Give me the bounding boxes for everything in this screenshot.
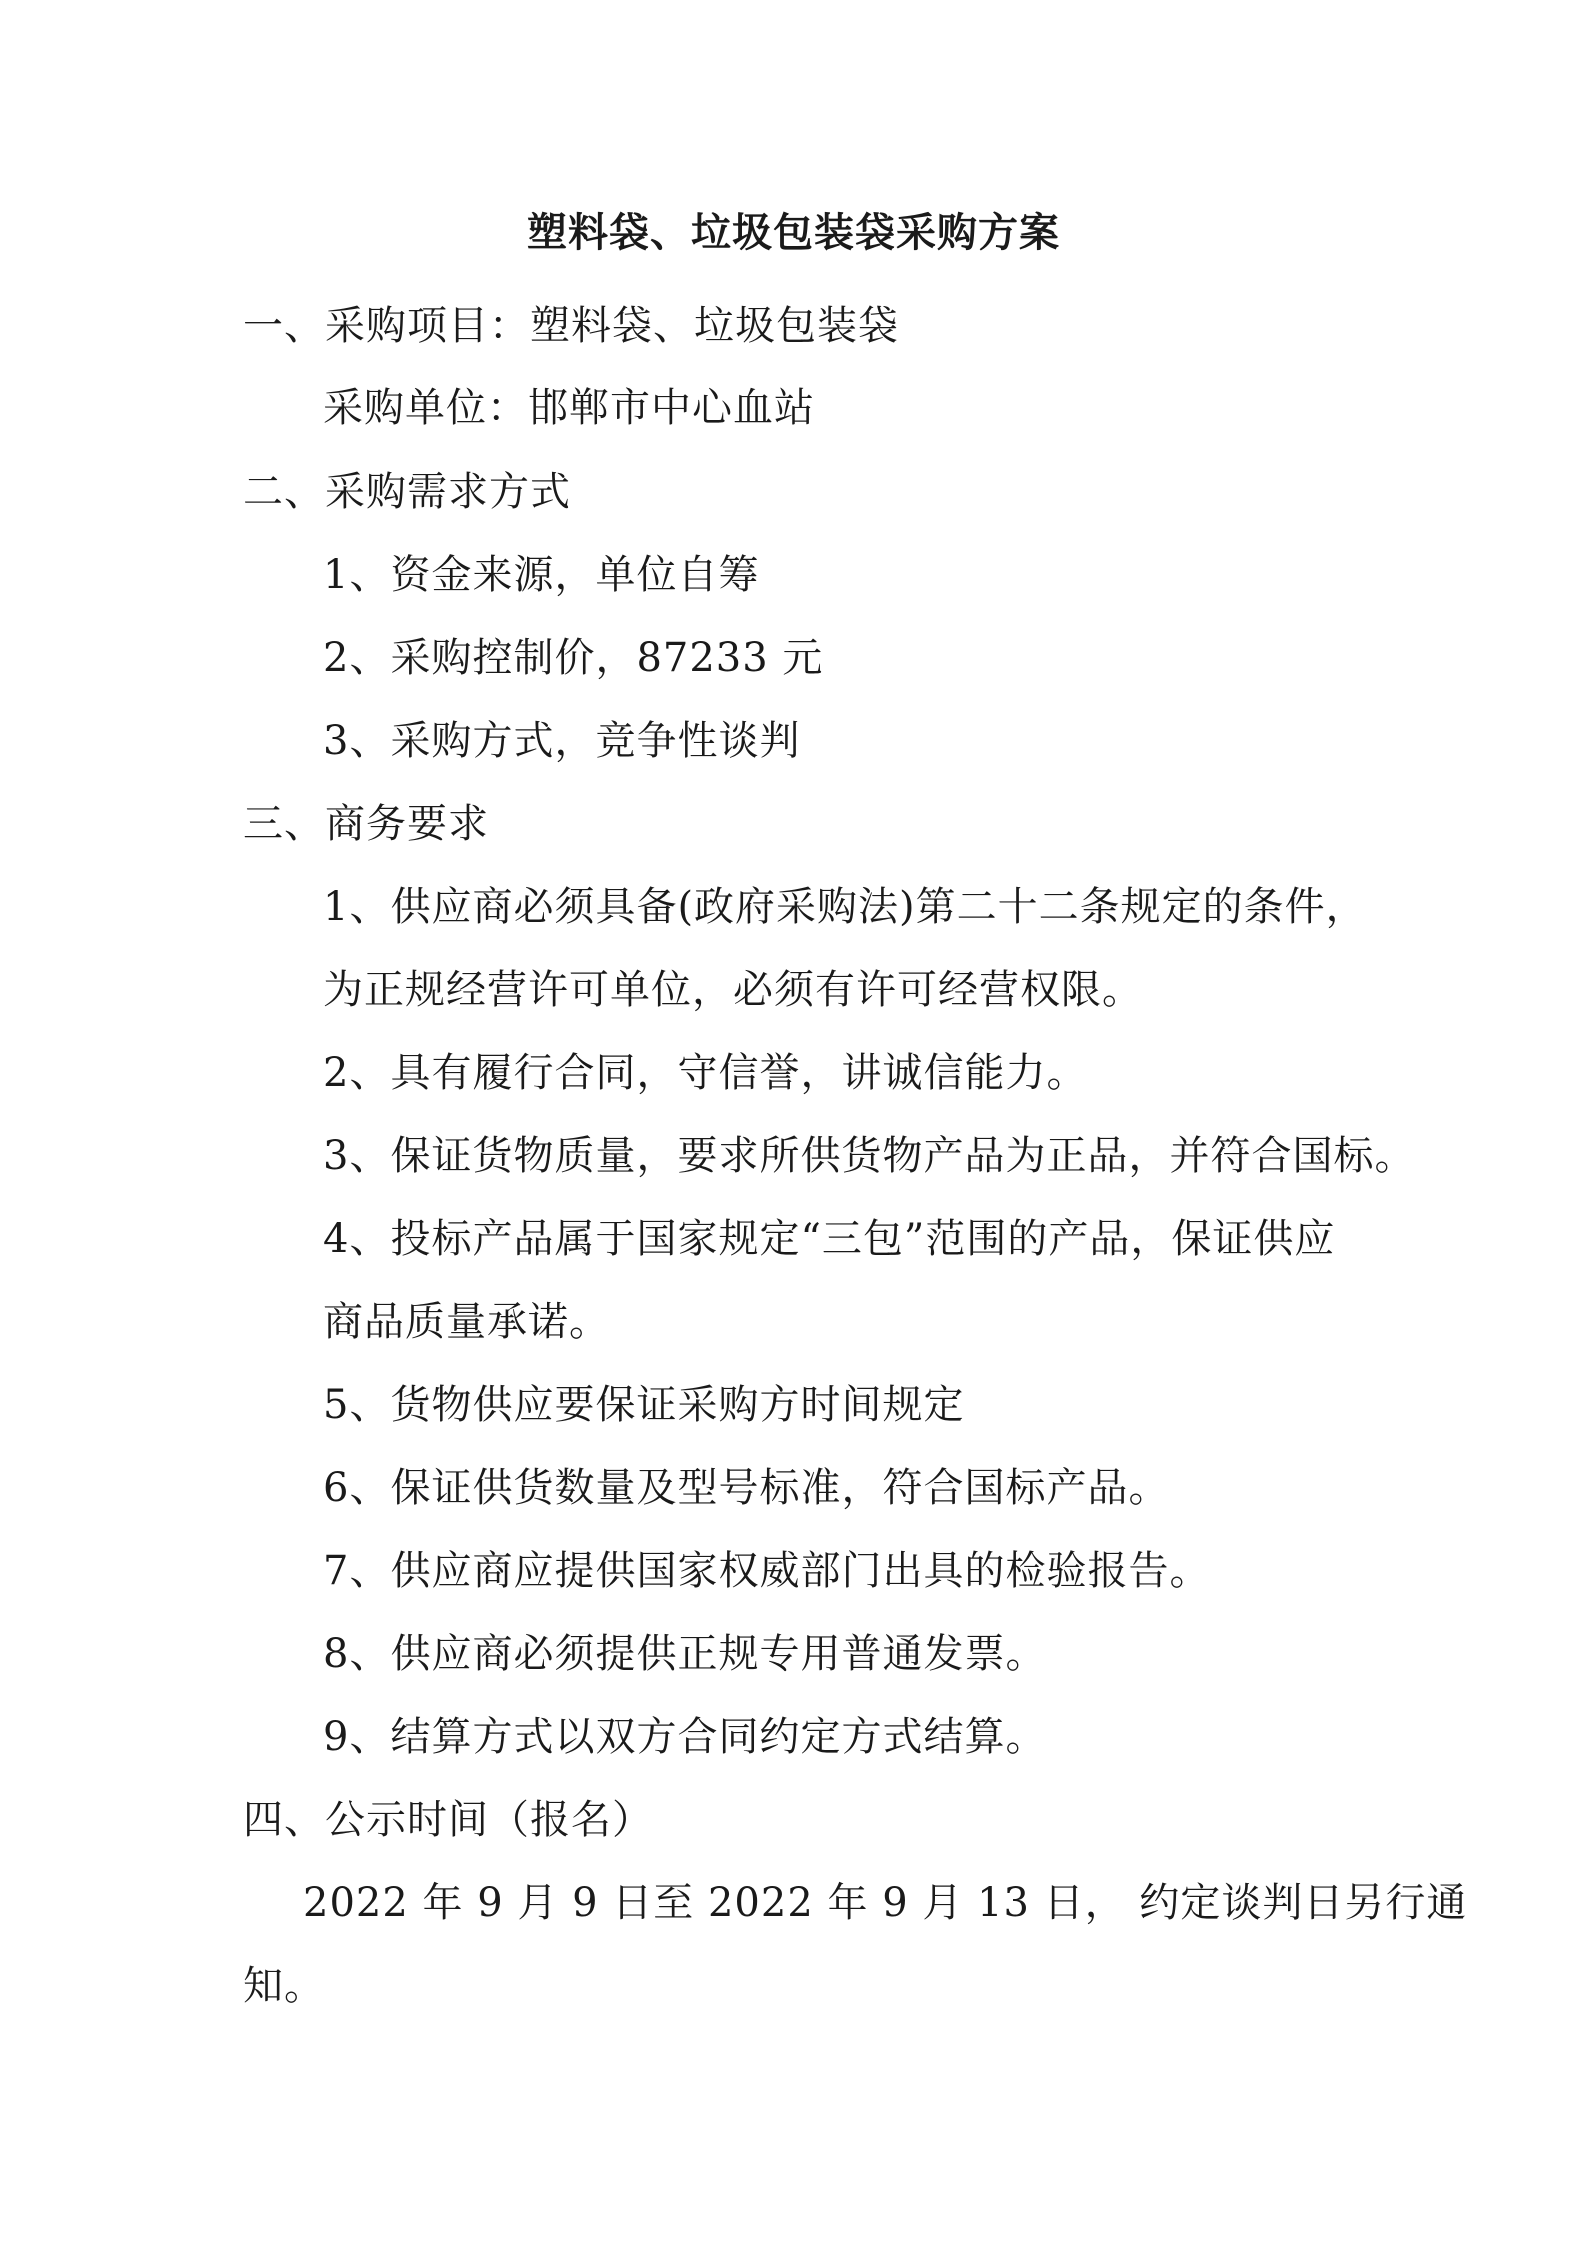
section-heading-procurement-item: 一、采购项目：塑料袋、垃圾包装袋 <box>243 303 899 349</box>
procurement-unit-line: 采购单位：邯郸市中心血站 <box>323 385 815 431</box>
requirement-item-5: 5、货物供应要保证采购方时间规定 <box>323 1382 965 1428</box>
requirement-item-2: 2、具有履行合同，守信誉，讲诚信能力。 <box>323 1050 1088 1096</box>
demand-item-3: 3、采购方式，竞争性谈判 <box>323 718 801 764</box>
publicity-period-text: 2022 年 9 月 9 日至 2022 年 9 月 13 日， 约定谈判日另行通 <box>303 1880 1468 1926</box>
requirement-item-1-continued: 为正规经营许可单位，必须有许可经营权限。 <box>323 967 1143 1013</box>
requirement-item-1: 1、供应商必须具备(政府采购法)第二十二条规定的条件， <box>323 884 1367 930</box>
requirement-item-7: 7、供应商应提供国家权威部门出具的检验报告。 <box>323 1548 1211 1594</box>
section-heading-publicity-period: 四、公示时间（报名） <box>243 1797 653 1843</box>
section-heading-business-requirements: 三、商务要求 <box>243 801 489 847</box>
document-title: 塑料袋、垃圾包装袋采购方案 <box>527 209 1060 256</box>
requirement-item-9: 9、结算方式以双方合同约定方式结算。 <box>323 1714 1047 1760</box>
requirement-item-3: 3、保证货物质量，要求所供货物产品为正品，并符合国标。 <box>323 1133 1416 1179</box>
requirement-item-8: 8、供应商必须提供正规专用普通发票。 <box>323 1631 1047 1677</box>
section-heading-demand-method: 二、采购需求方式 <box>243 469 571 515</box>
requirement-item-6: 6、保证供货数量及型号标准，符合国标产品。 <box>323 1465 1170 1511</box>
publicity-period-text-continued: 知。 <box>243 1963 325 2009</box>
demand-item-1: 1、资金来源，单位自筹 <box>323 552 760 598</box>
demand-item-2: 2、采购控制价，87233 元 <box>323 635 824 681</box>
requirement-item-4: 4、投标产品属于国家规定“三包”范围的产品，保证供应 <box>323 1216 1336 1262</box>
requirement-item-4-continued: 商品质量承诺。 <box>323 1299 610 1345</box>
